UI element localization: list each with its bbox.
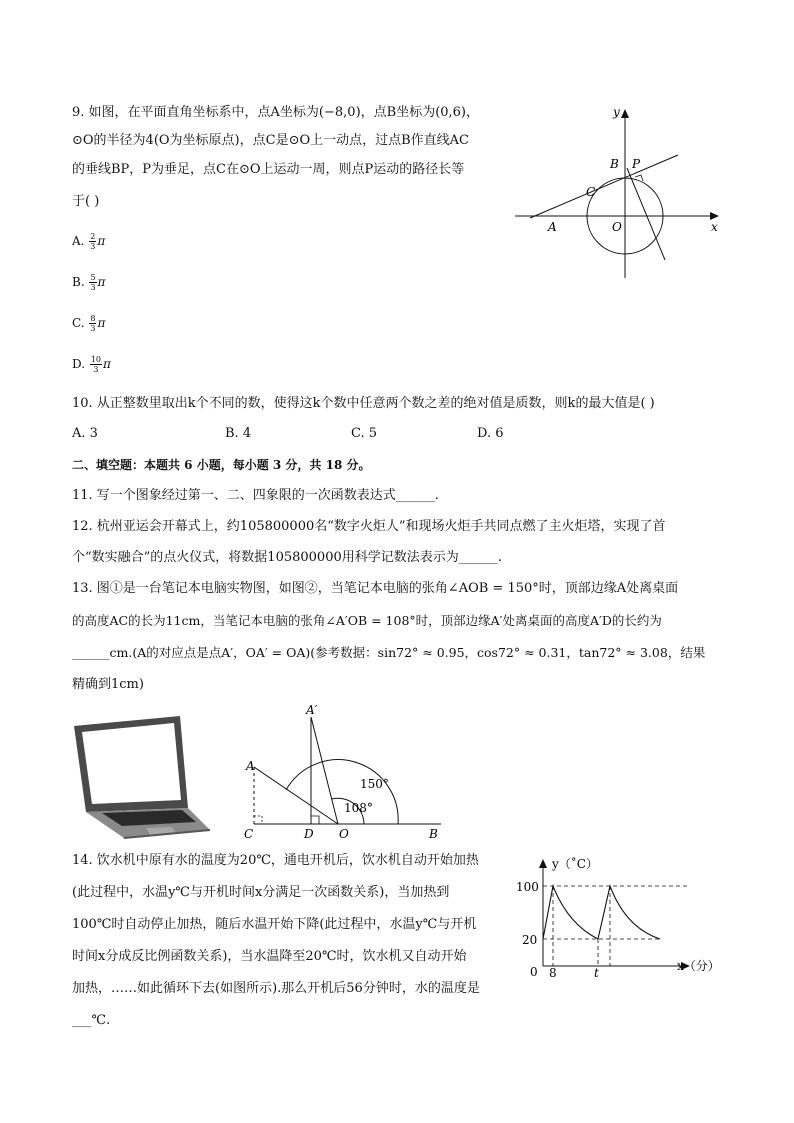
y-axis-label: y（˚C） <box>552 857 598 871</box>
q11-text: 11. 写一个图象经过第一、二、四象限的一次函数表达式______. <box>72 488 439 503</box>
option-label: A. <box>72 234 89 248</box>
q9-option-b[interactable] <box>72 273 105 292</box>
q9-line-4: 于( ) <box>72 194 100 209</box>
point-a-label: A <box>246 759 255 773</box>
tick-origin: 0 <box>530 965 538 979</box>
q9-line-3: 的垂线BP，P为垂足，点C在⊙O上运动一周，则点P运动的路径长等 <box>72 162 465 177</box>
q13-line-4: 精确到1cm) <box>72 677 144 692</box>
q9-option-c[interactable] <box>72 314 105 333</box>
point-a-prime-label: A′ <box>306 703 318 717</box>
option-label: C. <box>72 316 89 330</box>
q13-line-3: ______cm.(A的对应点是点A′，OA′ = OA)(参考数据：sin72° ≈ 0.95，cos72° ≈ 0.31，tan72° ≈ 3.08，结果 <box>72 645 706 660</box>
temperature-curve <box>543 886 660 939</box>
point-d-label: D <box>304 827 314 841</box>
q9-line-1: 9. 如图，在平面直角坐标系中，点A坐标为(−8,0)，点B坐标为(0,6)， <box>72 105 480 120</box>
pi-symbol: π <box>103 357 111 371</box>
y-axis-arrow <box>539 859 547 868</box>
tick-100: 100 <box>516 880 539 894</box>
pi-symbol: π <box>97 234 106 248</box>
pi-symbol: π <box>97 316 106 330</box>
q10-option-d[interactable]: D. 6 <box>477 426 504 441</box>
fraction: $\frac{2}{3}$ <box>90 232 96 251</box>
q13-line-1: 13. 图①是一台笔记本电脑实物图，如图②，当笔记本电脑的张角∠AOB = 150°时，顶部边缘A处离桌面 <box>72 581 679 596</box>
right-angle-d <box>311 816 319 824</box>
q13-angle-figure <box>236 700 446 845</box>
tick-8: 8 <box>549 966 557 980</box>
q10-option-b[interactable]: B. 4 <box>225 426 252 441</box>
q10-line-1: 10. 从正整数里取出k个不同的数，使得这k个数中任意两个数之差的绝对值是质数，则k的最大值是( ) <box>72 396 655 411</box>
right-angle-c <box>254 816 262 824</box>
q14-line-3: 100℃时自动停止加热，随后水温开始下降(此过程中，水温y℃与开机 <box>72 917 477 932</box>
fraction: $\frac{10}{3}$ <box>90 355 102 374</box>
point-p-label: P <box>632 157 641 171</box>
y-axis-arrow <box>621 109 629 118</box>
laptop-screen <box>82 723 181 804</box>
q10-option-c[interactable]: C. 5 <box>351 426 378 441</box>
line-ac <box>530 155 678 218</box>
point-c-label: C <box>244 827 254 841</box>
angle-108-label: 108° <box>344 801 373 815</box>
pi-symbol: π <box>97 275 106 289</box>
q9-option-a[interactable] <box>72 232 105 251</box>
x-label: x <box>711 220 718 234</box>
q13-line-2: 的高度AC的长为11cm，当笔记本电脑的张角∠A′OB = 108°时，顶部边缘A′处离桌面的高度A′D的长约为 <box>72 613 662 628</box>
q14-line-5: 加热，……如此循环下去(如图所示).那么开机后56分钟时，水的温度是 <box>72 981 480 996</box>
x-axis-arrow <box>710 212 719 220</box>
point-a-label: A <box>548 220 557 234</box>
point-o-label: O <box>612 220 622 234</box>
point-o-label: O <box>339 827 349 841</box>
section-header-fill-in: 二、填空题：本题共 6 小题，每小题 3 分，共 18 分。 <box>72 458 371 472</box>
q9-coordinate-figure <box>515 100 730 285</box>
q14-line-2: (此过程中，水温y℃与开机时间x分满足一次函数关系)，当加热到 <box>72 885 450 900</box>
option-label: B. <box>72 275 89 289</box>
option-label: D. <box>72 357 89 371</box>
fraction: $\frac{8}{3}$ <box>90 314 96 333</box>
x-axis-label: x（分） <box>677 959 720 973</box>
q9-option-d[interactable] <box>72 355 111 374</box>
point-b-label: B <box>429 827 438 841</box>
angle-150-label: 150° <box>360 777 389 791</box>
q14-line-1: 14. 饮水机中原有水的温度为20℃，通电开机后，饮水机自动开始加热 <box>72 853 479 868</box>
q12-line-1: 12. 杭州亚运会开幕式上，约105800000名“数字火炬人”和现场火炬手共同点燃了主火炬塔，实现了首 <box>72 519 666 534</box>
point-b-label: B <box>610 157 619 171</box>
tick-20: 20 <box>522 933 538 947</box>
q9-line-2: ⊙O的半径为4(O为坐标原点)，点C是⊙O上一动点，过点B作直线AC <box>72 133 470 148</box>
point-c-label: C <box>586 185 596 199</box>
q14-temperature-graph <box>510 852 725 982</box>
arc-150 <box>286 760 398 824</box>
q12-line-2: 个“数实融合”的点火仪式，将数据105800000用科学记数法表示为______. <box>72 550 502 565</box>
q14-line-4: 时间x分成反比例函数关系)，当水温降至20℃时，饮水机又自动开始 <box>72 949 467 964</box>
q14-line-6: ___℃. <box>72 1013 111 1028</box>
laptop-image <box>72 712 212 842</box>
line-bp <box>627 168 665 260</box>
fraction: $\frac{5}{3}$ <box>90 273 96 292</box>
tick-t: t <box>594 966 599 980</box>
y-label: y <box>613 105 620 119</box>
q10-option-a[interactable]: A. 3 <box>72 426 98 441</box>
